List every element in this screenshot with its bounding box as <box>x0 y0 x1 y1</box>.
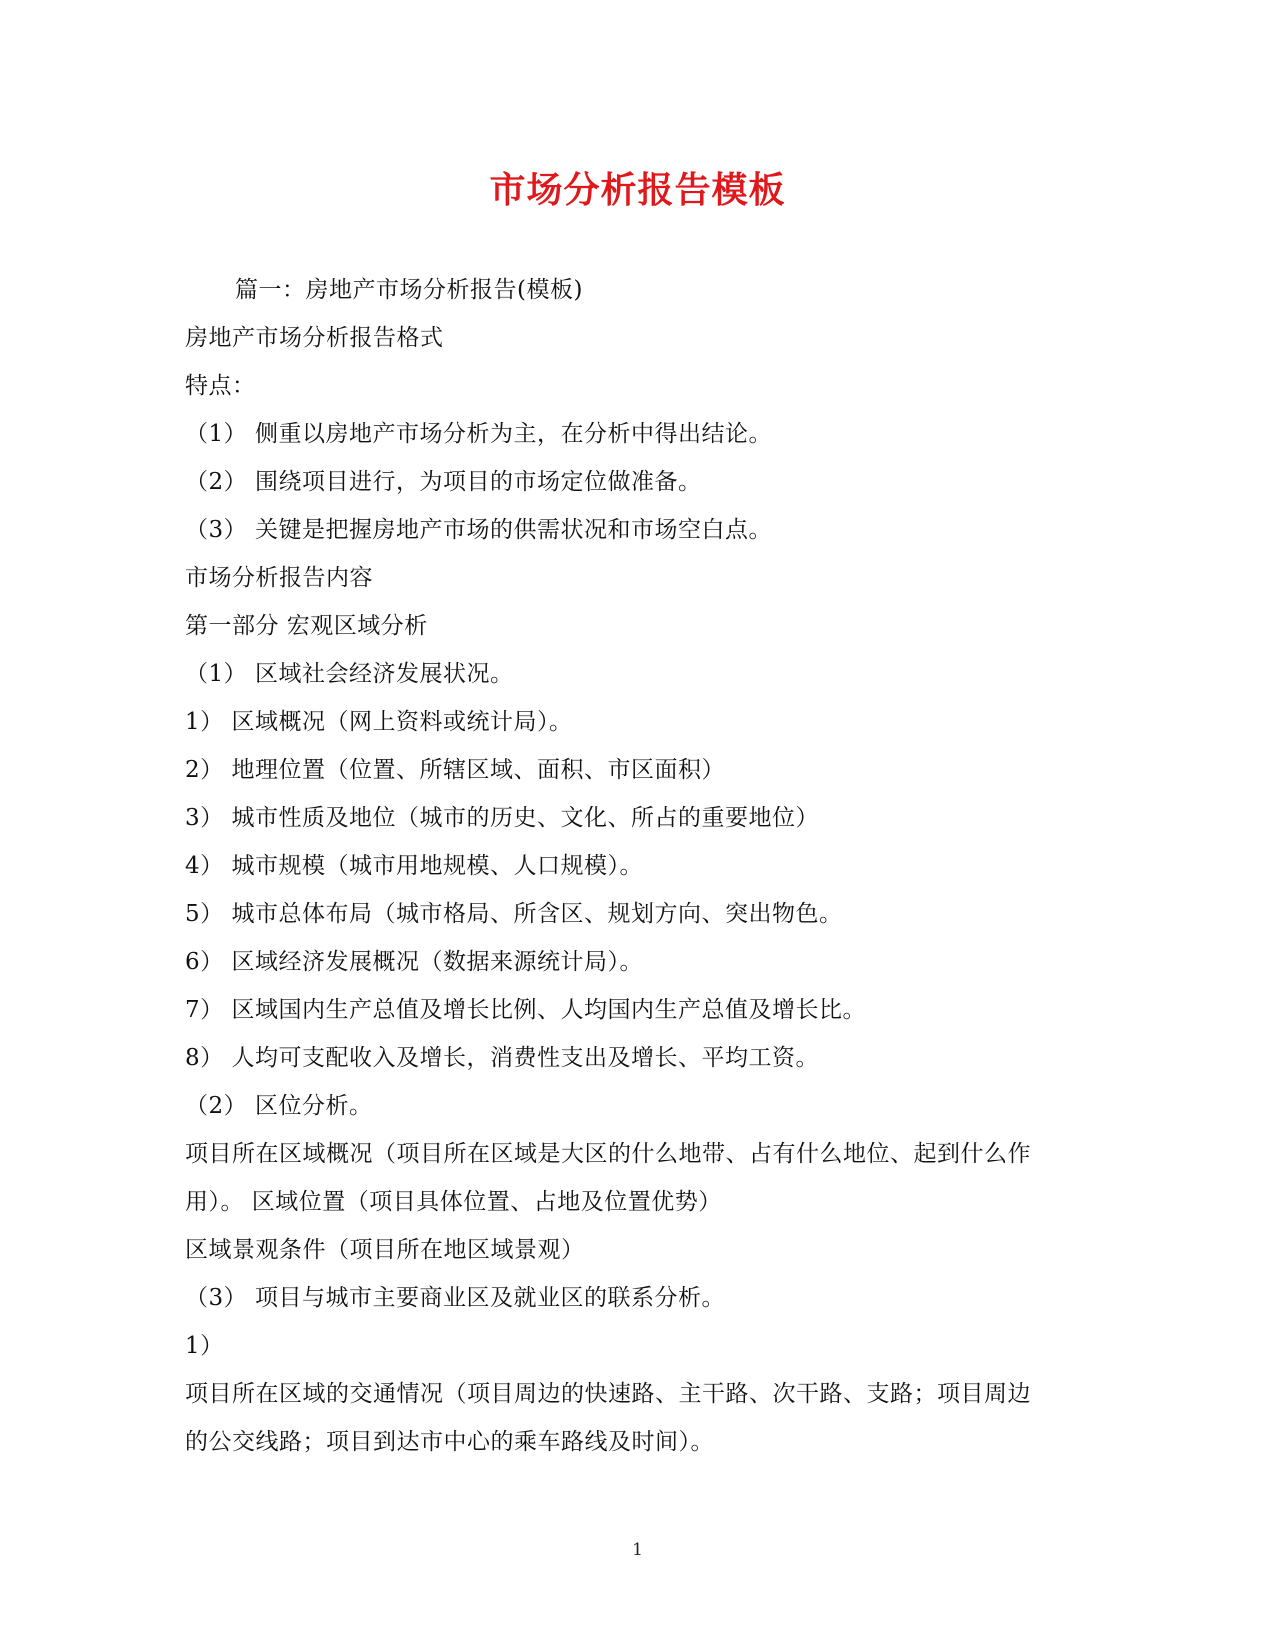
list-item: （2） 区位分析。 <box>185 1093 373 1119</box>
list-item: （3） 项目与城市主要商业区及就业区的联系分析。 <box>185 1285 725 1311</box>
list-item: 1） <box>185 1333 224 1359</box>
list-item: 6） 区域经济发展概况（数据来源统计局）。 <box>185 949 643 975</box>
paragraph-line: 第一部分 宏观区域分析 <box>185 613 428 639</box>
list-item: 4） 城市规模（城市用地规模、人口规模）。 <box>185 853 643 879</box>
list-item: （1） 区域社会经济发展状况。 <box>185 661 514 687</box>
paragraph-line: 市场分析报告内容 <box>185 565 373 591</box>
list-item: （2） 围绕项目进行，为项目的市场定位做准备。 <box>185 469 702 495</box>
paragraph-line: 区域景观条件（项目所在地区域景观） <box>185 1237 585 1263</box>
paragraph-line: 的公交线路；项目到达市中心的乘车路线及时间）。 <box>185 1429 714 1455</box>
section-heading: 篇一：房地产市场分析报告(模板) <box>235 277 583 303</box>
list-item: 5） 城市总体布局（城市格局、所含区、规划方向、突出物色。 <box>185 901 843 927</box>
document-title: 市场分析报告模板 <box>489 169 786 211</box>
paragraph-line: 特点： <box>185 373 256 399</box>
paragraph-line: 用）。 区域位置（项目具体位置、占地及位置优势） <box>185 1189 722 1215</box>
list-item: （3） 关键是把握房地产市场的供需状况和市场空白点。 <box>185 517 772 543</box>
list-item: 2） 地理位置（位置、所辖区域、面积、市区面积） <box>185 757 725 783</box>
list-item: 8） 人均可支配收入及增长，消费性支出及增长、平均工资。 <box>185 1045 819 1071</box>
document-body <box>185 266 1095 1466</box>
list-item: 7） 区域国内生产总值及增长比例、人均国内生产总值及增长比。 <box>185 997 866 1023</box>
page-number: 1 <box>632 1540 643 1560</box>
paragraph-line: 项目所在区域概况（项目所在区域是大区的什么地带、占有什么地位、起到什么作 <box>185 1141 1031 1167</box>
paragraph-line: 房地产市场分析报告格式 <box>185 325 444 351</box>
paragraph-line: 项目所在区域的交通情况（项目周边的快速路、主干路、次干路、支路；项目周边 <box>185 1381 1031 1407</box>
list-item: 1） 区域概况（网上资料或统计局）。 <box>185 709 573 735</box>
list-item: （1） 侧重以房地产市场分析为主，在分析中得出结论。 <box>185 421 772 447</box>
list-item: 3） 城市性质及地位（城市的历史、文化、所占的重要地位） <box>185 805 819 831</box>
